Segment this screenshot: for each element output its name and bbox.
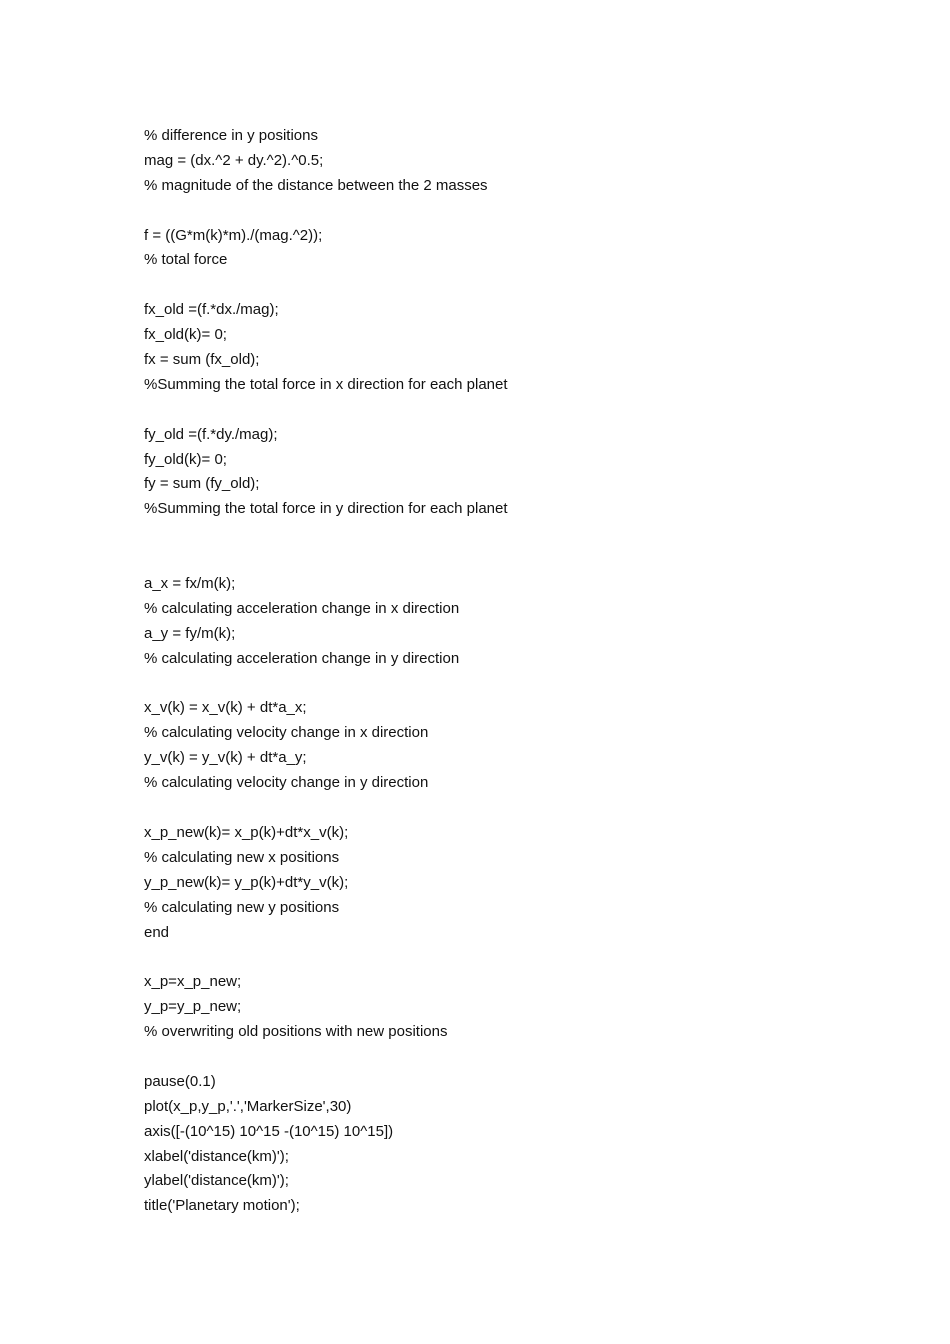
code-line: axis([-(10^15) 10^15 -(10^15) 10^15]) [144, 1122, 394, 1140]
code-line [144, 945, 844, 970]
code-line: % calculating velocity change in y direction [144, 774, 429, 792]
code-line: mag = (dx.^2 + dy.^2).^0.5; [144, 151, 324, 169]
code-line: title('Planetary motion'); [144, 1197, 300, 1215]
code-line: % calculating acceleration change in x direction [144, 599, 460, 617]
code-line: fy_old =(f.*dy./mag); [144, 425, 278, 443]
code-line: % difference in y positions [144, 127, 318, 144]
code-line: fy = sum (fy_old); [144, 475, 260, 493]
code-line [144, 273, 844, 298]
code-line: % calculating new y positions [144, 898, 340, 916]
code-line: y_p_new(k)= y_p(k)+dt*y_v(k); [144, 873, 349, 891]
code-line [144, 1045, 844, 1070]
code-line: y_v(k) = y_v(k) + dt*a_y; [144, 749, 307, 767]
code-line: % magnitude of the distance between the 2 masses [144, 176, 488, 194]
code-line: fx = sum (fx_old); [144, 351, 260, 369]
code-line: a_y = fy/m(k); [144, 624, 236, 642]
code-line [144, 796, 844, 821]
code-line [144, 547, 844, 572]
code-line: % total force [144, 251, 228, 269]
code-line: f = ((G*m(k)*m)./(mag.^2)); [144, 226, 323, 244]
code-line: %Summing the total force in x direction for each planet [144, 375, 508, 393]
code-listing [144, 124, 844, 1219]
code-line: y_p=y_p_new; [144, 998, 242, 1016]
code-line: % calculating velocity change in x direction [144, 724, 429, 742]
code-line: % overwriting old positions with new positions [144, 1023, 448, 1041]
code-line: % calculating acceleration change in y direction [144, 649, 460, 667]
code-line: x_p=x_p_new; [144, 973, 242, 991]
code-line: fx_old(k)= 0; [144, 326, 227, 344]
code-line: ylabel('distance(km)'); [144, 1172, 289, 1190]
code-line [144, 522, 844, 547]
code-line: plot(x_p,y_p,'.','MarkerSize',30) [144, 1097, 352, 1115]
code-line: x_p_new(k)= x_p(k)+dt*x_v(k); [144, 823, 349, 841]
code-line: fy_old(k)= 0; [144, 450, 227, 468]
code-line: %Summing the total force in y direction for each planet [144, 500, 508, 518]
code-line: xlabel('distance(km)'); [144, 1147, 289, 1165]
code-line: pause(0.1) [144, 1072, 216, 1090]
code-line: x_v(k) = x_v(k) + dt*a_x; [144, 699, 307, 717]
code-line [144, 672, 844, 697]
code-line: fx_old =(f.*dx./mag); [144, 301, 279, 319]
code-line: % calculating new x positions [144, 848, 340, 866]
code-line [144, 199, 844, 224]
code-line [144, 398, 844, 423]
code-line: a_x = fx/m(k); [144, 575, 236, 593]
code-line: end [144, 923, 170, 941]
